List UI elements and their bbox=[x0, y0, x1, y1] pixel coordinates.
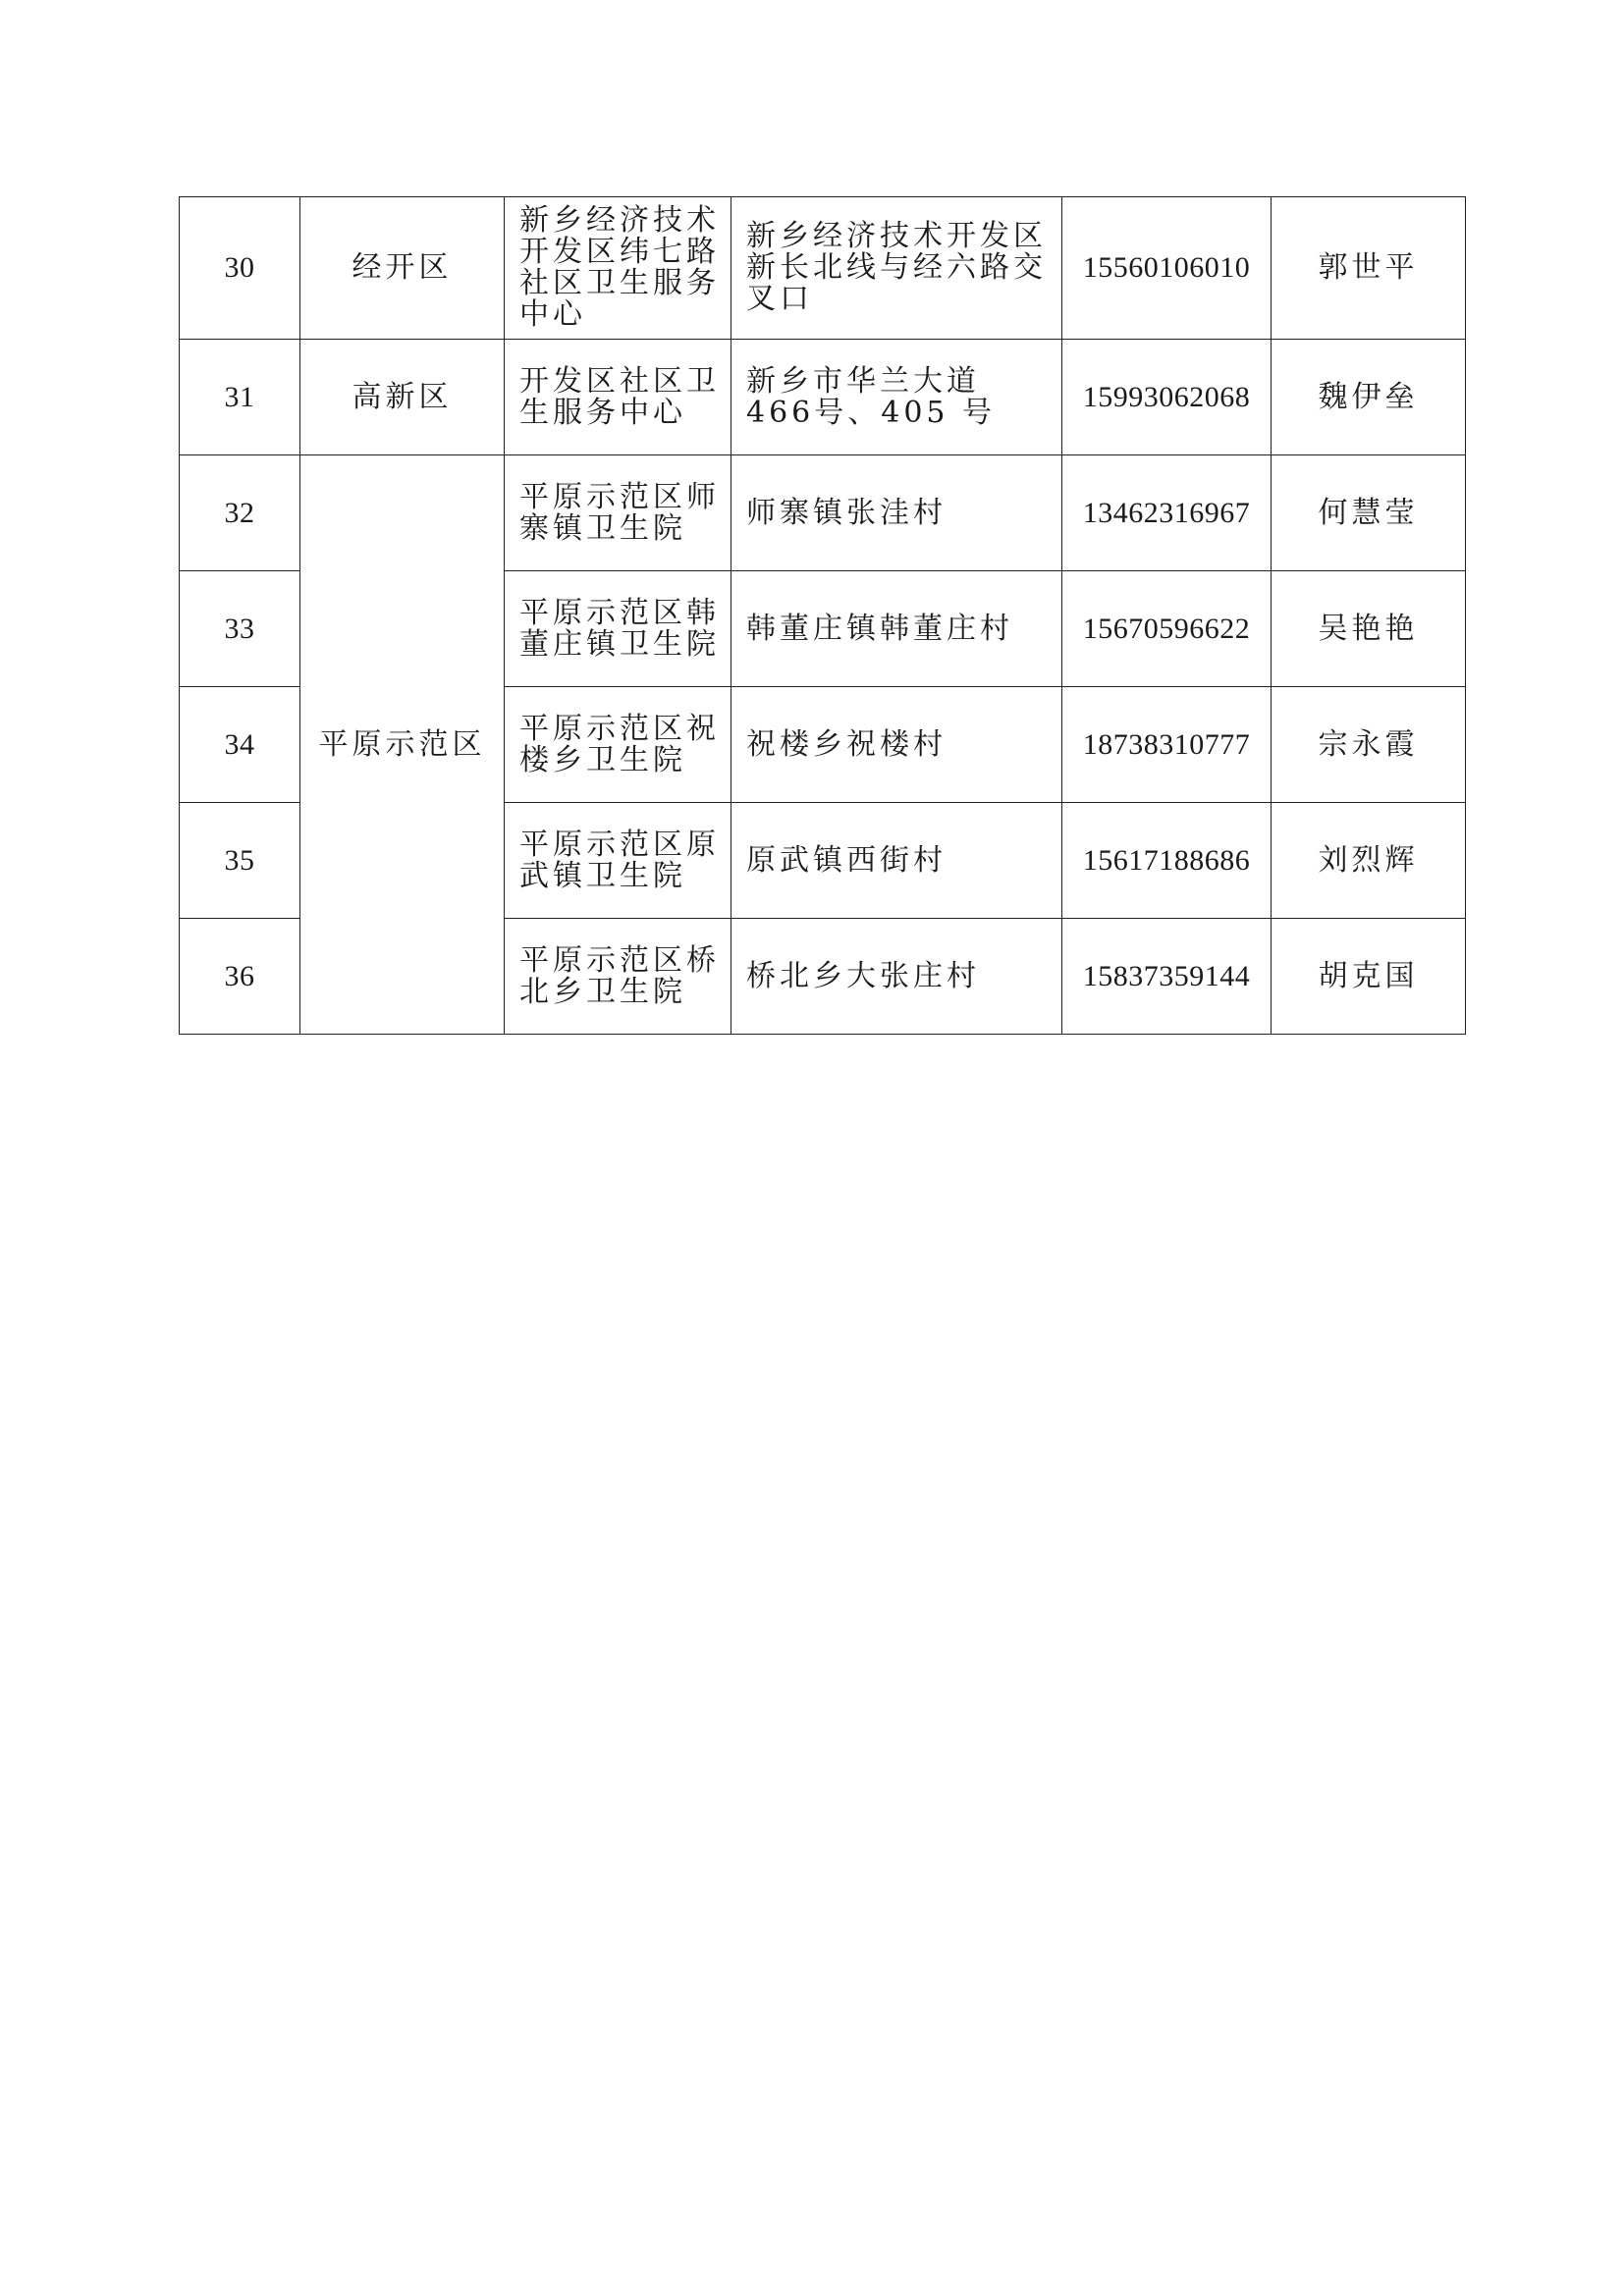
clinic-contact-table bbox=[179, 196, 1466, 1035]
row-number: 31 bbox=[180, 340, 300, 455]
address-cell: 师寨镇张洼村 bbox=[731, 455, 1062, 571]
contact-cell: 宗永霞 bbox=[1272, 687, 1466, 803]
row-number: 34 bbox=[180, 687, 300, 803]
row-number: 33 bbox=[180, 571, 300, 687]
address-cell: 原武镇西街村 bbox=[731, 803, 1062, 919]
institution-cell: 新乡经济技术开发区纬七路社区卫生服务中心 bbox=[505, 197, 731, 340]
district-cell-merged: 平原示范区 bbox=[300, 455, 505, 1035]
contact-cell: 胡克国 bbox=[1272, 919, 1466, 1035]
address-cell: 新乡市华兰大道 466号、405 号 bbox=[731, 340, 1062, 455]
table-row bbox=[180, 197, 1466, 340]
contact-cell: 吴艳艳 bbox=[1272, 571, 1466, 687]
phone-cell: 15670596622 bbox=[1062, 571, 1272, 687]
table-row bbox=[180, 340, 1466, 455]
institution-cell: 平原示范区桥北乡卫生院 bbox=[505, 919, 731, 1035]
district-cell: 高新区 bbox=[300, 340, 505, 455]
contact-cell: 郭世平 bbox=[1272, 197, 1466, 340]
address-cell: 新乡经济技术开发区新长北线与经六路交叉口 bbox=[731, 197, 1062, 340]
institution-cell: 平原示范区师寨镇卫生院 bbox=[505, 455, 731, 571]
address-cell: 桥北乡大张庄村 bbox=[731, 919, 1062, 1035]
institution-cell: 平原示范区祝楼乡卫生院 bbox=[505, 687, 731, 803]
address-cell: 祝楼乡祝楼村 bbox=[731, 687, 1062, 803]
phone-cell: 18738310777 bbox=[1062, 687, 1272, 803]
institution-cell: 平原示范区原武镇卫生院 bbox=[505, 803, 731, 919]
institution-cell: 平原示范区韩董庄镇卫生院 bbox=[505, 571, 731, 687]
contact-cell: 何慧莹 bbox=[1272, 455, 1466, 571]
district-cell: 经开区 bbox=[300, 197, 505, 340]
table-row bbox=[180, 455, 1466, 571]
row-number: 32 bbox=[180, 455, 300, 571]
contact-cell: 魏伊垒 bbox=[1272, 340, 1466, 455]
row-number: 35 bbox=[180, 803, 300, 919]
phone-cell: 15560106010 bbox=[1062, 197, 1272, 340]
institution-cell: 开发区社区卫生服务中心 bbox=[505, 340, 731, 455]
phone-cell: 15993062068 bbox=[1062, 340, 1272, 455]
contact-cell: 刘烈辉 bbox=[1272, 803, 1466, 919]
address-cell: 韩董庄镇韩董庄村 bbox=[731, 571, 1062, 687]
phone-cell: 15837359144 bbox=[1062, 919, 1272, 1035]
row-number: 30 bbox=[180, 197, 300, 340]
phone-cell: 15617188686 bbox=[1062, 803, 1272, 919]
phone-cell: 13462316967 bbox=[1062, 455, 1272, 571]
row-number: 36 bbox=[180, 919, 300, 1035]
